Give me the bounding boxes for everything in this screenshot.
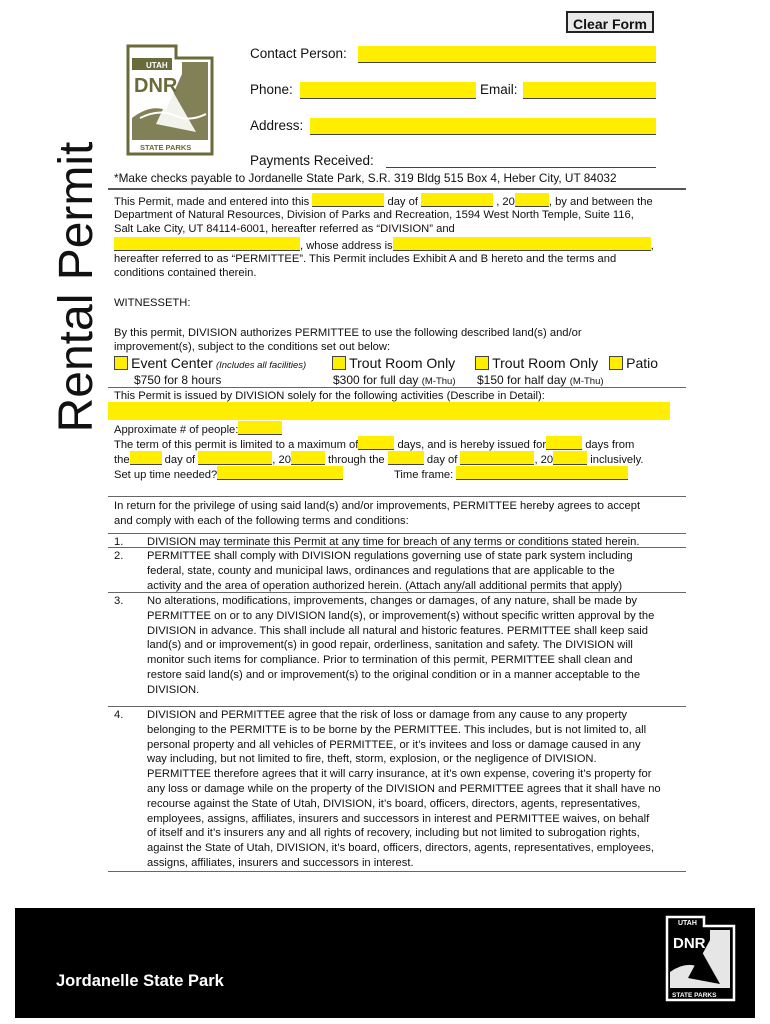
intro-top-border: [108, 188, 686, 190]
agree-separator: [108, 496, 686, 497]
logo-dnr: DNR: [134, 75, 178, 97]
address-label: Address:: [250, 118, 304, 133]
intro-line-3: Salt Lake City, UT 84114-6001, hereafter referred as “DIVISION” and: [114, 223, 455, 235]
term-line: against the State of Utah, DIVISION, it’s board, officers, directors, agents, representatives, employees,: [147, 842, 655, 855]
intro-line-1: This Permit, made and entered into this day of , 20 , by and between the: [114, 193, 653, 210]
term-number: 1.: [114, 536, 124, 548]
trout-full-price: $300 for full day (M-Thu): [333, 373, 456, 387]
clear-form-button[interactable]: Clear Form: [566, 11, 654, 33]
day-input[interactable]: [312, 193, 384, 207]
term-line: employees, assigns, affiliates, insurers and successors in interest and PERMITTEE waives, on behalf: [147, 812, 650, 825]
logo-utah: UTAH: [146, 61, 168, 70]
intro-para-1: By this permit, DIVISION authorizes PERMITTEE to use the following described land(s) and/or: [114, 327, 582, 339]
term-line: assigns, affiliates, insurers and successors in interest.: [147, 857, 414, 869]
term-line: monitor such items for compliance. Prior to termination of this permit, PERMITTEE shall clean and: [147, 654, 633, 667]
intro-line-6: conditions contained therein.: [114, 267, 257, 279]
phone-label: Phone:: [250, 82, 293, 97]
term-separator: [108, 706, 686, 707]
term-separator: [108, 592, 686, 593]
term-number: 3.: [114, 595, 124, 607]
term-line: federal, state, county and municipal laws, ordinances and regulations that are applicable to the: [147, 564, 615, 577]
permittee-address-input[interactable]: [393, 237, 651, 251]
people-input[interactable]: [238, 421, 282, 435]
agree-line-2: and comply with each of the following terms and conditions:: [114, 515, 409, 527]
option-trout-full: Trout Room Only: [332, 356, 455, 373]
phone-input[interactable]: [300, 82, 476, 99]
term-separator: [108, 547, 686, 548]
payments-label: Payments Received:: [250, 153, 374, 168]
term-line: PERMITTEE shall comply with DIVISION regulations governing use of state park system including: [147, 550, 633, 562]
intro-para-2: improvement(s), subject to the conditions set out below:: [114, 341, 391, 353]
term-line: personal property and all vehicles of PERMITTEE, or it’s invitees and loss or damage caused in any: [147, 738, 641, 751]
term-line-1: The term of this permit is limited to a maximum of days, and is hereby issued for days from: [114, 436, 634, 453]
term-line: PERMITTEE therefore agrees that it will carry insurance, at it’s own expense, covering it’s property for: [147, 768, 652, 781]
end-year-input[interactable]: [553, 451, 587, 465]
activities-separator: [108, 387, 686, 388]
end-month-input[interactable]: [460, 451, 534, 465]
logo-state-parks: STATE PARKS: [140, 143, 192, 152]
start-day-input[interactable]: [130, 451, 162, 465]
intro-line-5: hereafter referred to as “PERMITTEE”. This Permit includes Exhibit A and B hereto and the terms and: [114, 253, 617, 265]
setup-input[interactable]: [217, 466, 343, 480]
trout-half-checkbox[interactable]: [475, 356, 489, 370]
term-line: land(s) and or improvement(s) in good repair, orderliness, sanitation and safety. The DIVISION will: [147, 639, 633, 652]
term-line: DIVISION.: [147, 683, 200, 696]
footer-logo-dnr: DNR: [673, 935, 706, 952]
term-line: DIVISION may terminate this Permit at any time for breach of any terms or conditions stated herein.: [147, 536, 640, 548]
term-line: of itself and it’s insurers any and all rights of recovery, including but not limited to subrogation rights,: [147, 827, 640, 840]
checks-note: *Make checks payable to Jordanelle State Park, S.R. 319 Bldg 515 Box 4, Heber City, UT 84032: [114, 171, 617, 185]
email-input[interactable]: [523, 82, 656, 99]
max-days-input[interactable]: [358, 436, 394, 450]
footer-bar: [15, 908, 755, 1018]
contact-label: Contact Person:: [250, 46, 347, 61]
term-line-2: the day of , 20 through the day of , 20 inclusively.: [114, 451, 644, 468]
term-line: activity and the area of operation authorized herein. (Attach any/all additional permits that apply): [147, 579, 623, 592]
term-line: PERMITTEE on or to any DIVISION land(s), or improvement(s) without specific written approval by the: [147, 609, 655, 622]
start-year-input[interactable]: [291, 451, 325, 465]
term-line-3: Set up time needed?: [114, 466, 343, 483]
footer-title: Jordanelle State Park: [56, 972, 224, 990]
contact-input[interactable]: [358, 46, 656, 63]
witnesseth: WITNESSETH:: [114, 297, 191, 309]
start-month-input[interactable]: [198, 451, 272, 465]
intro-line-2: Department of Natural Resources, Division of Parks and Recreation, 1594 West North Temple, Suite 116,: [114, 209, 634, 221]
term-line: way including, but not limited to fire, theft, storm, explosion, or the negligence of DIVISION.: [147, 753, 597, 766]
footer-logo-utah: UTAH: [678, 920, 697, 927]
dnr-logo: [126, 44, 214, 156]
address-input[interactable]: [310, 118, 656, 135]
timeframe-input[interactable]: [456, 466, 628, 480]
term-number: 4.: [114, 709, 124, 721]
year-input[interactable]: [515, 193, 549, 207]
email-label: Email:: [480, 82, 518, 97]
event-center-price: $750 for 8 hours: [134, 373, 222, 387]
term-line: belonging to the PERMITTE is to be borne by the PERMITTEE. This includes, but is not limited to, all: [147, 723, 647, 736]
term-line: restore said land(s) and or improvement(s) to the original condition or in a manner acceptable to the: [147, 669, 641, 681]
term-line: No alterations, modifications, improvements, changes or damages, of any nature, shall be made by: [147, 595, 638, 607]
side-title: Rental Permit: [50, 141, 103, 433]
terms-bottom-border: [108, 871, 686, 872]
activities-input[interactable]: [108, 402, 670, 420]
patio-checkbox[interactable]: [609, 356, 623, 370]
event-center-checkbox[interactable]: [114, 356, 128, 370]
term-number: 2.: [114, 550, 124, 562]
footer-dnr-logo: [664, 914, 738, 1004]
permittee-name-input[interactable]: [114, 237, 300, 251]
intro-line-4: , whose address is ,: [114, 237, 654, 254]
term-line: recourse against the State of Utah, DIVISION, it’s board, officers, directors, agents, representatives,: [147, 797, 641, 810]
option-trout-half: Trout Room Only: [475, 356, 598, 373]
agree-line-1: In return for the privilege of using said land(s) and/or improvements, PERMITTEE hereby agrees to accept: [114, 500, 641, 512]
option-patio: Patio: [609, 356, 658, 373]
term-line: any loss or damage while on the property of the DIVISION and PERMITTEE agrees that it shall have no: [147, 783, 661, 795]
month-input[interactable]: [421, 193, 493, 207]
end-day-input[interactable]: [388, 451, 424, 465]
activities-label: This Permit is issued by DIVISION solely for the following activities (Describe in Detail):: [114, 390, 545, 402]
trout-half-price: $150 for half day (M-Thu): [477, 373, 604, 387]
timeframe-row: Time frame:: [394, 466, 628, 483]
trout-full-checkbox[interactable]: [332, 356, 346, 370]
people-row: Approximate # of people:: [114, 421, 282, 438]
option-event-center: Event Center (Includes all facilities): [114, 356, 306, 374]
term-line: DIVISION and PERMITTEE agree that the risk of loss or damage from any cause to any property: [147, 709, 628, 721]
terms-top-border: [108, 533, 686, 534]
footer-logo-state-parks: STATE PARKS: [672, 992, 717, 999]
issued-days-input[interactable]: [546, 436, 582, 450]
payments-line: [386, 167, 656, 168]
term-line: DIVISION in advance. This shall include all natural and historic features. PERMITTEE shall keep said: [147, 624, 648, 637]
